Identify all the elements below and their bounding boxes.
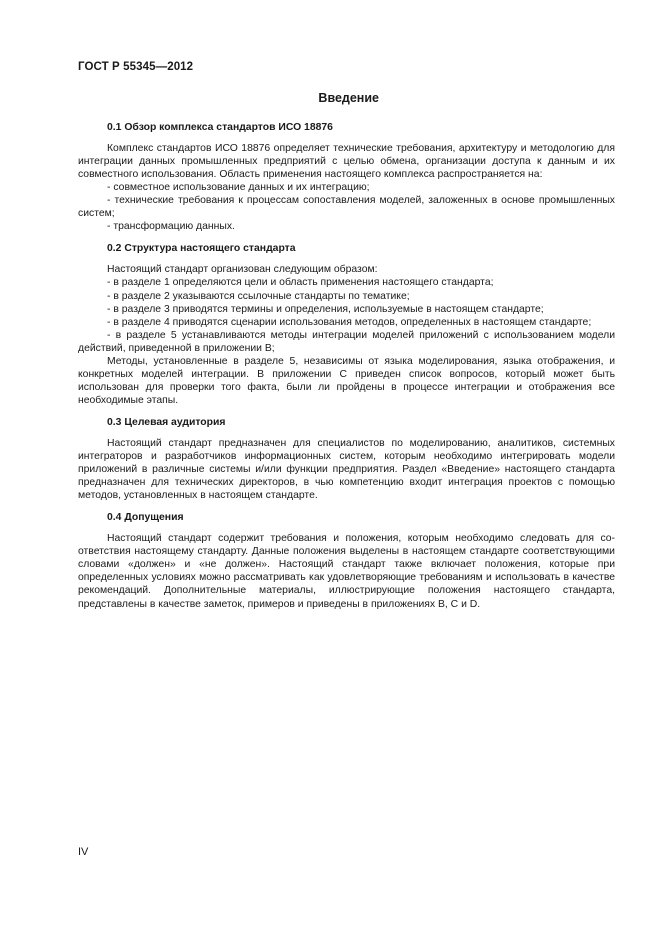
section-0-1-list-item: - технические требования к процессам сопоставления моделей, заложенных в основе промышленных систем; bbox=[78, 195, 615, 220]
section-title-0-4: 0.4 Допущения bbox=[107, 512, 184, 524]
section-0-2-paragraph-methods: Методы, установленные в разделе 5, независимы от языка моделирования, языка отображения, и конкретных моделей интеграции. В приложении С приведен список вопросов, который может быть использован для проверки того факта, были ли пройдены в процессе интеграции и отображения все необходимые этапы. bbox=[78, 355, 615, 406]
section-0-2-list-item: - в разделе 5 устанавливаются методы интеграции моделей приложений с использованием модели действий, приведенной в приложении В; bbox=[78, 329, 615, 354]
document-content bbox=[78, 121, 615, 611]
section-0-2-list-item: - в разделе 3 приводятся термины и определения, используемые в настоящем стандарте; bbox=[107, 303, 544, 315]
section-0-2-list-item: - в разделе 4 приводятся сценарии использования методов, определенных в настоящем стандарте; bbox=[107, 316, 592, 328]
section-0-4-paragraph: Настоящий стандарт содержит требования и положения, которым необходимо следовать для соответствия настоящему стандарту. Данные положения выделены в настоящем стандарте соответствующими словами «должен» и «не должен». Настоящий стандарт также включает положения, которые при определенных условиях можно рассматривать как удовлетворяющие требованиям и использовать в качестве рекомендаций. Дополнительные материалы, иллюстрирующие положения настоящего стандарта, представлены в качестве заметок, примеров и приведены в приложениях В, С и D. bbox=[78, 533, 615, 610]
section-0-2-list-item: - в разделе 2 указываются ссылочные стандарты по тематике; bbox=[107, 290, 410, 302]
section-title-0-2: 0.2 Структура настоящего стандарта bbox=[107, 243, 296, 255]
section-0-2-paragraph: Настоящий стандарт организован следующим образом: bbox=[107, 264, 378, 276]
section-0-1-list-item: - трансформацию данных. bbox=[107, 221, 235, 233]
section-title-0-1: 0.1 Обзор комплекса стандартов ИСО 18876 bbox=[107, 122, 333, 133]
section-0-2-list-item: - в разделе 1 определяются цели и область применения настоящего стандарта; bbox=[107, 277, 494, 289]
section-0-1-paragraph: Комплекс стандартов ИСО 18876 определяет технические требования, архитектуру и методологию для интеграции данных промышленных предприятий с целью обмена, организации доступа к данным и их совместного использования. Область применения настоящего комплекса распространяется на: bbox=[78, 143, 615, 181]
standard-code-header: ГОСТ Р 55345—2012 bbox=[78, 61, 194, 73]
section-0-1-list-item: - совместное использование данных и их интеграцию; bbox=[107, 182, 370, 194]
page-number: IV bbox=[78, 846, 89, 858]
section-title-0-3: 0.3 Целевая аудитория bbox=[107, 416, 226, 428]
section-0-3-paragraph: Настоящий стандарт предназначен для специалистов по моделированию, аналитиков, системных интеграторов и разработчиков информационных систем, которым необходимо интегрировать модели приложений в различные системы и/или функции предприятия. Раздел «Введение» настоящего стандарта предназначен для технических директоров, в чью компетенцию входит интеграция проектов с помощью методов, установленных в настоящем стандарте. bbox=[78, 437, 615, 502]
introduction-title: Введение bbox=[318, 91, 379, 105]
